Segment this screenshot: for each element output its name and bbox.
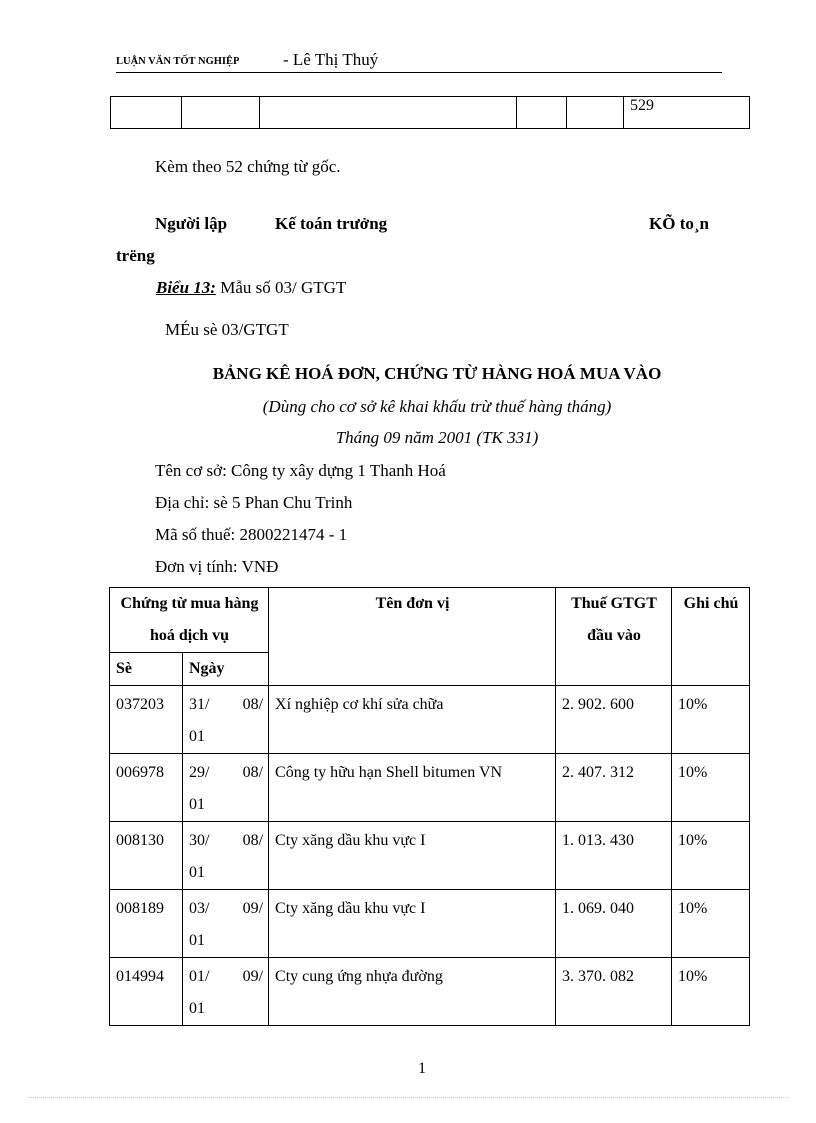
page-header	[116, 50, 722, 73]
voucher-date	[183, 754, 269, 822]
table-cell	[567, 97, 624, 129]
tax-amount: 1. 013. 430	[556, 822, 672, 890]
signature-chief-accountant: Kế toán trưởng	[275, 214, 388, 233]
currency-unit: Đơn vị tính: VNĐ	[155, 557, 279, 576]
table-cell	[260, 97, 517, 129]
date-month: 09/	[242, 968, 264, 985]
voucher-date	[183, 890, 269, 958]
invoice-table	[109, 587, 750, 1026]
note-cell: 10%	[672, 958, 750, 1026]
note-cell: 10%	[672, 686, 750, 754]
table-row	[110, 890, 750, 958]
date-year: 01	[189, 1000, 205, 1017]
unit-name: Cty xăng dầu khu vực I	[269, 822, 556, 890]
page-number: 1	[418, 1060, 426, 1077]
document-subtitle: (Dùng cho cơ sở kê khai khấu trừ thuế hàng tháng)	[262, 397, 612, 416]
date-year: 01	[189, 796, 205, 813]
note-cell: 10%	[672, 822, 750, 890]
note-cell: 10%	[672, 754, 750, 822]
header-number: Sè	[110, 653, 183, 686]
document-period: Tháng 09 năm 2001 (TK 331)	[335, 428, 539, 447]
table-row	[110, 686, 750, 754]
voucher-date	[183, 686, 269, 754]
date-year: 01	[189, 932, 205, 949]
date-day: 01/	[189, 968, 210, 985]
signature-preparer: Người lập	[155, 214, 228, 233]
voucher-date	[183, 822, 269, 890]
table-row	[110, 822, 750, 890]
signature-director-cont: trëng	[116, 246, 155, 265]
voucher-number: 037203	[110, 686, 183, 754]
table-cell: 529	[624, 97, 750, 129]
voucher-number: 006978	[110, 754, 183, 822]
unit-name: Cty xăng dầu khu vực I	[269, 890, 556, 958]
date-month: 09/	[242, 900, 264, 917]
footer-divider	[28, 1097, 788, 1098]
date-day: 31/	[189, 696, 210, 713]
unit-name: Công ty hữu hạn Shell bitumen VN	[269, 754, 556, 822]
tax-amount: 2. 902. 600	[556, 686, 672, 754]
bieu-text: Mẫu số 03/ GTGT	[215, 278, 347, 297]
header-date: Ngày	[183, 653, 269, 686]
table-cell	[517, 97, 567, 129]
tax-amount: 2. 407. 312	[556, 754, 672, 822]
table-cell	[111, 97, 182, 129]
date-year: 01	[189, 728, 205, 745]
date-year: 01	[189, 864, 205, 881]
table-header-row	[110, 588, 750, 653]
voucher-date	[183, 958, 269, 1026]
date-day: 30/	[189, 832, 210, 849]
table-cell	[182, 97, 260, 129]
header-tax: Thuế GTGT đầu vào	[556, 588, 672, 686]
bieu-label: Biểu 13:	[156, 278, 216, 297]
date-month: 08/	[242, 696, 264, 713]
date-day: 03/	[189, 900, 210, 917]
table-row	[110, 754, 750, 822]
form-code: MÉu sè 03/GTGT	[165, 320, 289, 339]
date-month: 08/	[242, 764, 264, 781]
attachment-note: Kèm theo 52 chứng từ gốc.	[155, 157, 341, 176]
header-note: Ghi chú	[672, 588, 750, 686]
company-name: Tên cơ sở: Công ty xây dựng 1 Thanh Hoá	[155, 461, 446, 480]
voucher-number: 014994	[110, 958, 183, 1026]
signature-director: KÕ to¸n	[649, 214, 709, 233]
table-row	[110, 958, 750, 1026]
table-row	[111, 97, 750, 129]
voucher-number: 008189	[110, 890, 183, 958]
tax-code: Mã số thuế: 2800221474 - 1	[155, 525, 348, 544]
header-voucher: Chứng từ mua hàng hoá dịch vụ	[110, 588, 269, 653]
date-day: 29/	[189, 764, 210, 781]
author-name: - Lê Thị Thuý	[283, 50, 379, 69]
note-cell: 10%	[672, 890, 750, 958]
voucher-number: 008130	[110, 822, 183, 890]
thesis-label: LUẬN VĂN TỐT NGHIỆP	[116, 56, 240, 67]
bieu-line	[156, 278, 346, 298]
company-address: Địa chỉ: sè 5 Phan Chu Trinh	[155, 493, 353, 512]
document-title: BẢNG KÊ HOÁ ĐƠN, CHỨNG TỪ HÀNG HOÁ MUA VÀO	[212, 364, 662, 383]
continuation-table	[110, 96, 750, 129]
tax-amount: 3. 370. 082	[556, 958, 672, 1026]
tax-amount: 1. 069. 040	[556, 890, 672, 958]
header-unit-name: Tên đơn vị	[269, 588, 556, 686]
unit-name: Cty cung ứng nhựa đường	[269, 958, 556, 1026]
unit-name: Xí nghiệp cơ khí sửa chữa	[269, 686, 556, 754]
date-month: 08/	[242, 832, 264, 849]
